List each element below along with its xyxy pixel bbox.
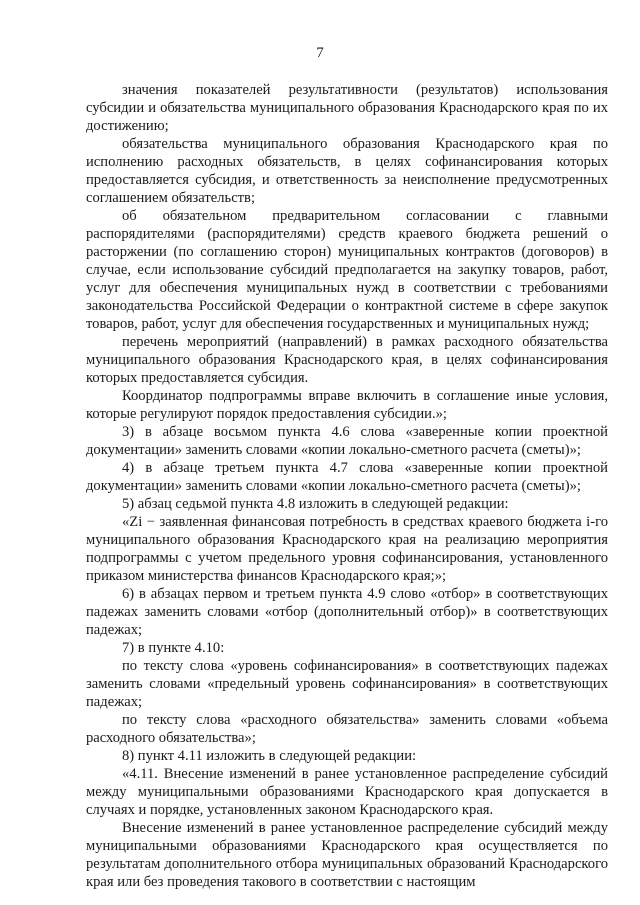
paragraph: 3) в абзаце восьмом пункта 4.6 слова «заверенные копии проектной документации» заменить словами «копии локально-сметного расчета (сметы)»; <box>86 424 608 458</box>
paragraph: по тексту слова «уровень софинансирования» в соответствующих падежах заменить словами «предельный уровень софинансирования» в соответствующих падежах; <box>86 658 608 710</box>
paragraph: 8) пункт 4.11 изложить в следующей редакции: <box>122 748 417 764</box>
document-body <box>86 81 608 891</box>
paragraph: по тексту слова «расходного обязательства» заменить словами «объема расходного обязательства»; <box>86 712 608 746</box>
paragraph: значения показателей результативности (результатов) использования субсидии и обязательства муниципального образования Краснодарского края по их достижению; <box>86 82 608 134</box>
paragraph: 5) абзац седьмой пункта 4.8 изложить в следующей редакции: <box>122 496 509 512</box>
paragraph: об обязательном предварительном согласовании с главными распорядителями (распорядителями) средств краевого бюджета решений о расторжении (по соглашению сторон) муниципальных контрактов (договоров) в случае, если использование субсидий предполагается на закупку товаров, работ, услуг для обеспечения муниципальных нужд в соответствии с требованиями законодательства Российской Федерации о контрактной системе в сфере закупок товаров, работ, услуг для обеспечения государственных и муниципальных нужд; <box>86 208 608 332</box>
paragraph: Внесение изменений в ранее установленное распределение субсидий между муниципальными образованиями Краснодарского края осуществляется по результатам дополнительного отбора муниципальных образований Краснодарского края или без проведения такового в соответствии с настоящим <box>86 820 608 890</box>
paragraph: 4) в абзаце третьем пункта 4.7 слова «заверенные копии проектной документации» заменить словами «копии локально-сметного расчета (сметы)»; <box>86 460 608 494</box>
paragraph: «Zi − заявленная финансовая потребность в средствах краевого бюджета i-го муниципального образования Краснодарского края на реализацию мероприятия подпрограммы с учетом предельного уровня софинансирования, установленного приказом министерства финансов Краснодарского края;»; <box>86 514 608 584</box>
paragraph: обязательства муниципального образования Краснодарского края по исполнению расходных обязательств, в целях софинансирования которых предоставляется субсидия, и ответственность за неисполнение предусмотренных соглашением обязательств; <box>86 136 608 206</box>
paragraph: 6) в абзацах первом и третьем пункта 4.9 слово «отбор» в соответствующих падежах заменить словами «отбор (дополнительный отбор)» в соответствующих падежах; <box>86 586 608 638</box>
paragraph: Координатор подпрограммы вправе включить в соглашение иные условия, которые регулируют порядок предоставления субсидии.»; <box>86 388 608 422</box>
paragraph: перечень мероприятий (направлений) в рамках расходного обязательства муниципального образования Краснодарского края, в целях софинансирования которых предоставляется субсидия. <box>86 334 608 386</box>
paragraph: «4.11. Внесение изменений в ранее установленное распределение субсидий между муниципальными образованиями Краснодарского края допускается в случаях и порядке, установленных законом Краснодарского края. <box>86 766 608 818</box>
page-number: 7 <box>316 45 324 61</box>
paragraph: 7) в пункте 4.10: <box>122 640 225 656</box>
